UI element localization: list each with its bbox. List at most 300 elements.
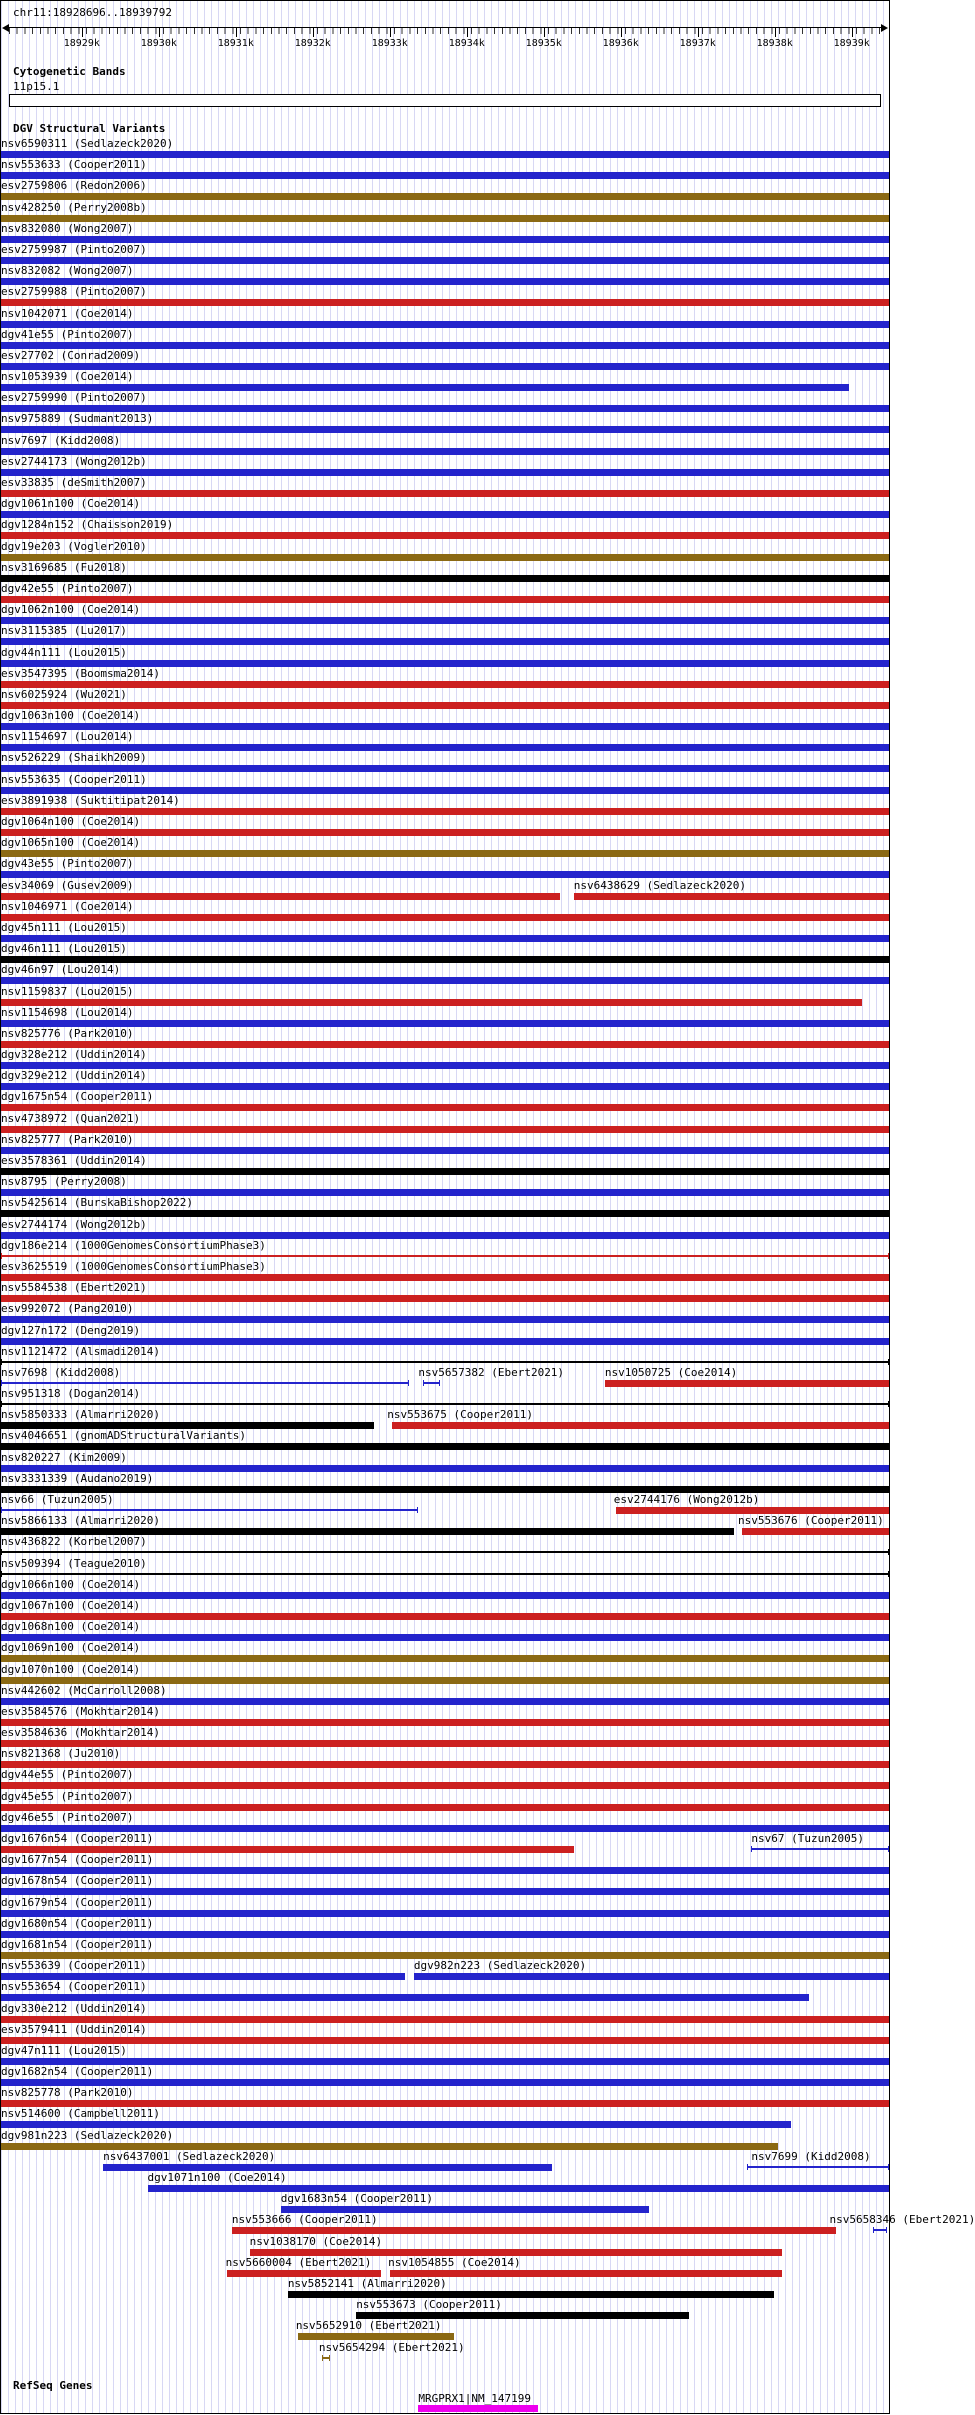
variant-line[interactable] [1, 1573, 889, 1575]
dgv-row [1, 901, 889, 922]
variant-bar[interactable] [414, 1973, 889, 1980]
variant-bar[interactable] [1, 660, 889, 667]
variant-label[interactable]: dgv1069n100 (Coe2014) [1, 1642, 140, 1654]
variant-bar[interactable] [1, 977, 889, 984]
cytoband-label: 11p15.1 [13, 80, 59, 93]
variant-bar[interactable] [1, 2037, 889, 2044]
variant-label[interactable]: nsv6437001 (Sedlazeck2020) [103, 2151, 275, 2163]
variant-line[interactable] [1, 1551, 889, 1553]
variant-label[interactable]: dgv1677n54 (Cooper2011) [1, 1854, 153, 1866]
variant-bar[interactable] [1, 702, 889, 709]
variant-bar[interactable] [148, 2185, 889, 2192]
variant-label[interactable]: esv2744176 (Wong2012b) [614, 1494, 760, 1506]
variant-label[interactable]: esv3584636 (Mokhtar2014) [1, 1727, 160, 1739]
ruler-tick-label: 18936k [603, 38, 639, 49]
refseq-track-header: RefSeq Genes [13, 2379, 92, 2392]
variant-bar[interactable] [1, 1041, 889, 1048]
variant-line[interactable] [751, 1848, 889, 1850]
variant-bar[interactable] [1, 1634, 889, 1641]
variant-label[interactable]: nsv1053939 (Coe2014) [1, 371, 133, 383]
cytoband-box [9, 94, 881, 107]
variant-bar[interactable] [250, 2249, 783, 2256]
variant-bar[interactable] [227, 2270, 381, 2277]
variant-bar[interactable] [1, 321, 889, 328]
variant-bar[interactable] [1, 1655, 889, 1662]
variant-line[interactable] [873, 2229, 887, 2231]
dgv-row [1, 858, 889, 879]
variant-bar[interactable] [1, 808, 889, 815]
dgv-row [1, 308, 889, 329]
variant-label[interactable]: nsv553666 (Cooper2011) [232, 2214, 378, 2226]
variant-label[interactable]: nsv509394 (Teague2010) [1, 1558, 147, 1570]
variant-bar[interactable] [1, 638, 889, 645]
variant-label[interactable]: dgv186e214 (1000GenomesConsortiumPhase3) [1, 1240, 266, 1252]
variant-bar[interactable] [1, 1422, 374, 1429]
variant-label[interactable]: dgv1676n54 (Cooper2011) [1, 1833, 153, 1845]
dgv-row [1, 1621, 889, 1642]
dgv-row [1, 477, 889, 498]
variant-bar[interactable] [1, 1910, 889, 1917]
variant-bar[interactable] [1, 2100, 889, 2107]
variant-bar[interactable] [1, 575, 889, 582]
ruler-major-tick [621, 28, 622, 37]
dgv-row [1, 880, 889, 901]
variant-label[interactable]: nsv5654294 (Ebert2021) [319, 2342, 465, 2354]
variant-bar[interactable] [1, 363, 889, 370]
variant-label[interactable]: nsv1038170 (Coe2014) [250, 2236, 382, 2248]
variant-label[interactable]: nsv7699 (Kidd2008) [751, 2151, 870, 2163]
variant-bar[interactable] [1, 236, 889, 243]
dgv-row [1, 2066, 889, 2087]
variant-label[interactable]: nsv3115385 (Lu2017) [1, 625, 127, 637]
variant-label[interactable]: esv3579411 (Uddin2014) [1, 2024, 147, 2036]
dgv-row [1, 2236, 889, 2257]
variant-label[interactable]: nsv1042071 (Coe2014) [1, 308, 133, 320]
variant-bar[interactable] [1, 1825, 889, 1832]
variant-bar[interactable] [1, 490, 889, 497]
variant-bar[interactable] [1, 1592, 889, 1599]
variant-label[interactable]: nsv6025924 (Wu2021) [1, 689, 127, 701]
variant-bar[interactable] [1, 787, 889, 794]
variant-bar[interactable] [1, 681, 889, 688]
variant-bar[interactable] [1, 1698, 889, 1705]
variant-bar[interactable] [1, 1126, 889, 1133]
variant-bar[interactable] [1, 1952, 889, 1959]
variant-label[interactable]: nsv825777 (Park2010) [1, 1134, 133, 1146]
variant-bar[interactable] [1, 1804, 889, 1811]
variant-label[interactable]: nsv553654 (Cooper2011) [1, 1981, 147, 1993]
variant-bar[interactable] [1, 1931, 889, 1938]
variant-line[interactable] [423, 1382, 440, 1384]
variant-bar[interactable] [1, 342, 889, 349]
variant-label[interactable]: dgv982n223 (Sedlazeck2020) [414, 1960, 586, 1972]
variant-bar[interactable] [390, 2270, 782, 2277]
variant-bar[interactable] [1, 744, 889, 751]
variant-label[interactable]: dgv42e55 (Pinto2007) [1, 583, 133, 595]
variant-label[interactable]: nsv5657382 (Ebert2021) [418, 1367, 564, 1379]
dgv-row [1, 1473, 889, 1494]
variant-label[interactable]: nsv5425614 (BurskaBishop2022) [1, 1197, 193, 1209]
dgv-row [1, 1918, 889, 1939]
variant-bar[interactable] [1, 617, 889, 624]
variant-line[interactable] [1, 1509, 418, 1511]
variant-bar[interactable] [1, 1677, 889, 1684]
variant-label[interactable]: nsv526229 (Shaikh2009) [1, 752, 147, 764]
variant-label[interactable]: nsv6590311 (Sedlazeck2020) [1, 138, 173, 150]
variant-label[interactable]: nsv553633 (Cooper2011) [1, 159, 147, 171]
variant-label[interactable]: esv3547395 (Boomsma2014) [1, 668, 160, 680]
dgv-track-header: DGV Structural Variants [13, 122, 165, 135]
variant-line[interactable] [322, 2357, 330, 2359]
variant-bar[interactable] [1, 935, 889, 942]
variant-bar[interactable] [356, 2312, 689, 2319]
variant-label[interactable]: nsv5866133 (Almarri2020) [1, 1515, 160, 1527]
dgv-row [1, 668, 889, 689]
dgv-row [1, 2320, 889, 2341]
variant-label[interactable]: dgv44e55 (Pinto2007) [1, 1769, 133, 1781]
variant-label[interactable]: nsv1159837 (Lou2015) [1, 986, 133, 998]
variant-label[interactable]: nsv1050725 (Coe2014) [605, 1367, 737, 1379]
variant-label[interactable]: nsv66 (Tuzun2005) [1, 1494, 114, 1506]
variant-bar[interactable] [1, 723, 889, 730]
dgv-row [1, 1875, 889, 1896]
variant-label[interactable]: nsv553673 (Cooper2011) [356, 2299, 502, 2311]
variant-bar[interactable] [1, 1443, 889, 1450]
variant-bar[interactable] [1, 956, 889, 963]
variant-bar[interactable] [1, 871, 889, 878]
variant-label[interactable]: nsv5850333 (Almarri2020) [1, 1409, 160, 1421]
dgv-row [1, 498, 889, 519]
variant-label[interactable]: nsv1046971 (Coe2014) [1, 901, 133, 913]
variant-bar[interactable] [1, 1613, 889, 1620]
variant-bar[interactable] [1, 914, 889, 921]
variant-label[interactable]: dgv1067n100 (Coe2014) [1, 1600, 140, 1612]
variant-bar[interactable] [1, 1528, 734, 1535]
variant-bar[interactable] [1, 1486, 889, 1493]
variant-label[interactable]: esv3891938 (Suktitipat2014) [1, 795, 180, 807]
ruler-tick-labels [1, 1, 889, 51]
variant-bar[interactable] [1, 1083, 889, 1090]
variant-label[interactable]: nsv7697 (Kidd2008) [1, 435, 120, 447]
variant-label[interactable]: esv34069 (Gusev2009) [1, 880, 133, 892]
variant-bar[interactable] [1, 1846, 574, 1853]
variant-label[interactable]: dgv46n111 (Lou2015) [1, 943, 127, 955]
variant-bar[interactable] [1, 1274, 889, 1281]
variant-label[interactable]: dgv1063n100 (Coe2014) [1, 710, 140, 722]
variant-bar[interactable] [1, 1295, 889, 1302]
variant-bar[interactable] [742, 1528, 889, 1535]
dgv-row [1, 1388, 889, 1409]
variant-bar[interactable] [1, 1104, 889, 1111]
variant-label[interactable]: dgv44n111 (Lou2015) [1, 647, 127, 659]
variant-label[interactable]: dgv1071n100 (Coe2014) [148, 2172, 287, 2184]
variant-bar[interactable] [1, 405, 889, 412]
variant-bar[interactable] [1, 1338, 889, 1345]
variant-label[interactable]: dgv1678n54 (Cooper2011) [1, 1875, 153, 1887]
dgv-row [1, 1494, 889, 1515]
variant-bar[interactable] [1, 299, 889, 306]
variant-line[interactable] [1, 1382, 409, 1384]
variant-bar[interactable] [1, 2143, 778, 2150]
variant-bar[interactable] [1, 1168, 889, 1175]
dgv-row [1, 2087, 889, 2108]
variant-label[interactable]: nsv1154698 (Lou2014) [1, 1007, 133, 1019]
variant-bar[interactable] [1, 511, 889, 518]
variant-label[interactable]: esv992072 (Pang2010) [1, 1303, 133, 1315]
variant-label[interactable]: dgv328e212 (Uddin2014) [1, 1049, 147, 1061]
variant-bar[interactable] [288, 2291, 774, 2298]
variant-bar[interactable] [1, 554, 889, 561]
variant-label[interactable]: esv2759987 (Pinto2007) [1, 244, 147, 256]
ruler-major-tick [82, 28, 83, 37]
variant-label[interactable]: nsv514600 (Campbell2011) [1, 2108, 160, 2120]
variant-label[interactable]: nsv825778 (Park2010) [1, 2087, 133, 2099]
variant-label[interactable]: nsv5584538 (Ebert2021) [1, 1282, 147, 1294]
variant-label[interactable]: dgv46e55 (Pinto2007) [1, 1812, 133, 1824]
dgv-row [1, 647, 889, 668]
dgv-row [1, 541, 889, 562]
variant-bar[interactable] [1, 1782, 889, 1789]
variant-label[interactable]: dgv329e212 (Uddin2014) [1, 1070, 147, 1082]
variant-label[interactable]: dgv43e55 (Pinto2007) [1, 858, 133, 870]
variant-bar[interactable] [103, 2164, 551, 2171]
variant-label[interactable]: esv27702 (Conrad2009) [1, 350, 140, 362]
variant-label[interactable]: nsv825776 (Park2010) [1, 1028, 133, 1040]
dgv-row [1, 2130, 889, 2151]
variant-label[interactable]: dgv41e55 (Pinto2007) [1, 329, 133, 341]
variant-bar[interactable] [281, 2206, 650, 2213]
variant-label[interactable]: nsv5658346 (Ebert2021) [830, 2214, 975, 2226]
variant-label[interactable]: dgv981n223 (Sedlazeck2020) [1, 2130, 173, 2142]
variant-label[interactable]: dgv1065n100 (Coe2014) [1, 837, 140, 849]
dgv-row [1, 1325, 889, 1346]
dgv-row [1, 1769, 889, 1790]
dgv-row [1, 1134, 889, 1155]
variant-label[interactable]: dgv127n172 (Deng2019) [1, 1325, 140, 1337]
variant-bar[interactable] [232, 2227, 836, 2234]
variant-label[interactable]: nsv1054855 (Coe2014) [388, 2257, 520, 2269]
variant-label[interactable]: dgv330e212 (Uddin2014) [1, 2003, 147, 2015]
ruler-major-tick [313, 28, 314, 37]
variant-label[interactable]: dgv1675n54 (Cooper2011) [1, 1091, 153, 1103]
variant-line[interactable] [1, 1361, 889, 1363]
variant-label[interactable]: nsv975889 (Sudmant2013) [1, 413, 153, 425]
variant-bar[interactable] [1, 1888, 889, 1895]
variant-label[interactable]: nsv832082 (Wong2007) [1, 265, 133, 277]
variant-label[interactable]: esv2759990 (Pinto2007) [1, 392, 147, 404]
dgv-row [1, 1452, 889, 1473]
variant-label[interactable]: esv3578361 (Uddin2014) [1, 1155, 147, 1167]
variant-bar[interactable] [298, 2333, 453, 2340]
variant-label[interactable]: dgv1062n100 (Coe2014) [1, 604, 140, 616]
variant-bar[interactable] [1, 1719, 889, 1726]
variant-bar[interactable] [1, 1867, 889, 1874]
dgv-row [1, 138, 889, 159]
variant-label[interactable]: nsv436822 (Korbel2007) [1, 1536, 147, 1548]
variant-bar[interactable] [1, 1973, 405, 1980]
variant-label[interactable]: nsv67 (Tuzun2005) [751, 1833, 864, 1845]
dgv-row [1, 1070, 889, 1091]
variant-label[interactable]: nsv4738972 (Quan2021) [1, 1113, 140, 1125]
variant-line[interactable] [1, 1403, 889, 1405]
variant-label[interactable]: dgv1068n100 (Coe2014) [1, 1621, 140, 1633]
variant-label[interactable]: dgv19e203 (Vogler2010) [1, 541, 147, 553]
dgv-row [1, 2024, 889, 2045]
variant-bar[interactable] [1, 215, 889, 222]
variant-label[interactable]: nsv5652910 (Ebert2021) [296, 2320, 442, 2332]
dgv-row [1, 1261, 889, 1282]
dgv-row [1, 223, 889, 244]
variant-label[interactable]: nsv553635 (Cooper2011) [1, 774, 147, 786]
variant-label[interactable]: dgv1681n54 (Cooper2011) [1, 1939, 153, 1951]
ruler-tick-label: 18932k [295, 38, 331, 49]
variant-bar[interactable] [1, 1465, 889, 1472]
variant-label[interactable]: nsv820227 (Kim2009) [1, 1452, 127, 1464]
variant-bar[interactable] [1, 193, 889, 200]
variant-line[interactable] [1, 1255, 889, 1257]
variant-label[interactable]: nsv3169685 (Fu2018) [1, 562, 127, 574]
variant-bar[interactable] [1, 999, 862, 1006]
variant-bar[interactable] [1, 893, 560, 900]
variant-bar[interactable] [1, 765, 889, 772]
variant-label[interactable]: nsv951318 (Dogan2014) [1, 1388, 140, 1400]
ruler-major-tick [775, 28, 776, 37]
variant-label[interactable]: nsv442602 (McCarroll2008) [1, 1685, 167, 1697]
variant-bar[interactable] [1, 1147, 889, 1154]
variant-bar[interactable] [1, 448, 889, 455]
variant-label[interactable]: esv2759806 (Redon2006) [1, 180, 147, 192]
variant-bar[interactable] [1, 426, 889, 433]
variant-label[interactable]: esv33835 (deSmith2007) [1, 477, 147, 489]
dgv-row [1, 519, 889, 540]
variant-label[interactable]: nsv7698 (Kidd2008) [1, 1367, 120, 1379]
dgv-row [1, 795, 889, 816]
dgv-row [1, 1176, 889, 1197]
variant-label[interactable]: nsv1121472 (Alsmadi2014) [1, 1346, 160, 1358]
dgv-row [1, 1197, 889, 1218]
variant-label[interactable]: esv2759988 (Pinto2007) [1, 286, 147, 298]
variant-bar[interactable] [1, 1020, 889, 1027]
dgv-track [1, 138, 889, 2363]
variant-label[interactable]: nsv553675 (Cooper2011) [387, 1409, 533, 1421]
gene-label[interactable]: MRGPRX1|NM_147199 [418, 2393, 531, 2405]
variant-line[interactable] [747, 2166, 889, 2168]
variant-label[interactable]: nsv428250 (Perry2008b) [1, 202, 147, 214]
variant-label[interactable]: dgv1284n152 (Chaisson2019) [1, 519, 173, 531]
dgv-row [1, 1113, 889, 1134]
variant-label[interactable]: nsv6438629 (Sedlazeck2020) [574, 880, 746, 892]
variant-bar[interactable] [1, 2079, 889, 2086]
variant-bar[interactable] [1, 172, 889, 179]
dgv-row [1, 329, 889, 350]
dgv-row [1, 1430, 889, 1451]
ruler-major-tick [698, 28, 699, 37]
variant-label[interactable]: nsv5852141 (Almarri2020) [288, 2278, 447, 2290]
variant-bar[interactable] [1, 1062, 889, 1069]
variant-label[interactable]: dgv1066n100 (Coe2014) [1, 1579, 140, 1591]
variant-label[interactable]: dgv1680n54 (Cooper2011) [1, 1918, 153, 1930]
variant-bar[interactable] [1, 257, 889, 264]
region-title: chr11:18928696..18939792 [13, 6, 172, 19]
variant-bar[interactable] [616, 1507, 889, 1514]
variant-bar[interactable] [1, 2058, 889, 2065]
variant-label[interactable]: dgv45e55 (Pinto2007) [1, 1791, 133, 1803]
dgv-row [1, 1346, 889, 1367]
variant-bar[interactable] [1, 1210, 889, 1217]
variant-label[interactable]: dgv1682n54 (Cooper2011) [1, 2066, 153, 2078]
variant-bar[interactable] [1, 1316, 889, 1323]
variant-label[interactable]: nsv821368 (Ju2010) [1, 1748, 120, 1760]
variant-label[interactable]: dgv1070n100 (Coe2014) [1, 1664, 140, 1676]
variant-label[interactable]: nsv1154697 (Lou2014) [1, 731, 133, 743]
variant-bar[interactable] [1, 1761, 889, 1768]
variant-bar[interactable] [1, 1994, 809, 2001]
variant-label[interactable]: dgv46n97 (Lou2014) [1, 964, 120, 976]
variant-label[interactable]: nsv553639 (Cooper2011) [1, 1960, 147, 1972]
dgv-row [1, 1282, 889, 1303]
ruler-tick-label: 18929k [64, 38, 100, 49]
dgv-row [1, 1854, 889, 1875]
variant-label[interactable]: nsv4046651 (gnomADStructuralVariants) [1, 1430, 246, 1442]
dgv-row [1, 1367, 889, 1388]
variant-bar[interactable] [574, 893, 889, 900]
variant-bar[interactable] [1, 469, 889, 476]
variant-label[interactable]: nsv832080 (Wong2007) [1, 223, 133, 235]
ruler-tick-label: 18930k [141, 38, 177, 49]
variant-label[interactable]: dgv45n111 (Lou2015) [1, 922, 127, 934]
variant-bar[interactable] [1, 384, 849, 391]
dgv-row [1, 371, 889, 392]
variant-bar[interactable] [1, 532, 889, 539]
variant-bar[interactable] [605, 1380, 889, 1387]
cytobands-header: Cytogenetic Bands [13, 65, 126, 78]
ruler-major-tick [467, 28, 468, 37]
variant-label[interactable]: dgv47n111 (Lou2015) [1, 2045, 127, 2057]
variant-bar[interactable] [1, 151, 889, 158]
variant-bar[interactable] [1, 1740, 889, 1747]
dgv-row [1, 1664, 889, 1685]
variant-bar[interactable] [1, 596, 889, 603]
gene-bar[interactable] [418, 2405, 538, 2412]
variant-label[interactable]: nsv8795 (Perry2008) [1, 1176, 127, 1188]
variant-label[interactable]: dgv1064n100 (Coe2014) [1, 816, 140, 828]
variant-label[interactable]: esv2744174 (Wong2012b) [1, 1219, 147, 1231]
ruler-tick-label: 18931k [218, 38, 254, 49]
variant-label[interactable]: esv3625519 (1000GenomesConsortiumPhase3) [1, 1261, 266, 1273]
variant-bar[interactable] [1, 2016, 889, 2023]
variant-bar[interactable] [1, 1232, 889, 1239]
ruler-major-tick [544, 28, 545, 37]
dgv-row [1, 180, 889, 201]
variant-bar[interactable] [1, 829, 889, 836]
variant-label[interactable]: esv2744173 (Wong2012b) [1, 456, 147, 468]
variant-label[interactable]: dgv1061n100 (Coe2014) [1, 498, 140, 510]
dgv-row [1, 2193, 889, 2214]
variant-bar[interactable] [392, 1422, 889, 1429]
dgv-row [1, 964, 889, 985]
variant-label[interactable]: nsv5660004 (Ebert2021) [226, 2257, 372, 2269]
variant-bar[interactable] [1, 2121, 791, 2128]
variant-label[interactable]: nsv3331339 (Audano2019) [1, 1473, 153, 1485]
variant-bar[interactable] [1, 278, 889, 285]
variant-bar[interactable] [1, 850, 889, 857]
variant-label[interactable]: dgv1683n54 (Cooper2011) [281, 2193, 433, 2205]
variant-label[interactable]: esv3584576 (Mokhtar2014) [1, 1706, 160, 1718]
variant-label[interactable]: nsv553676 (Cooper2011) [738, 1515, 884, 1527]
variant-label[interactable]: dgv1679n54 (Cooper2011) [1, 1897, 153, 1909]
variant-bar[interactable] [1, 1189, 889, 1196]
dgv-row [1, 1812, 889, 1833]
